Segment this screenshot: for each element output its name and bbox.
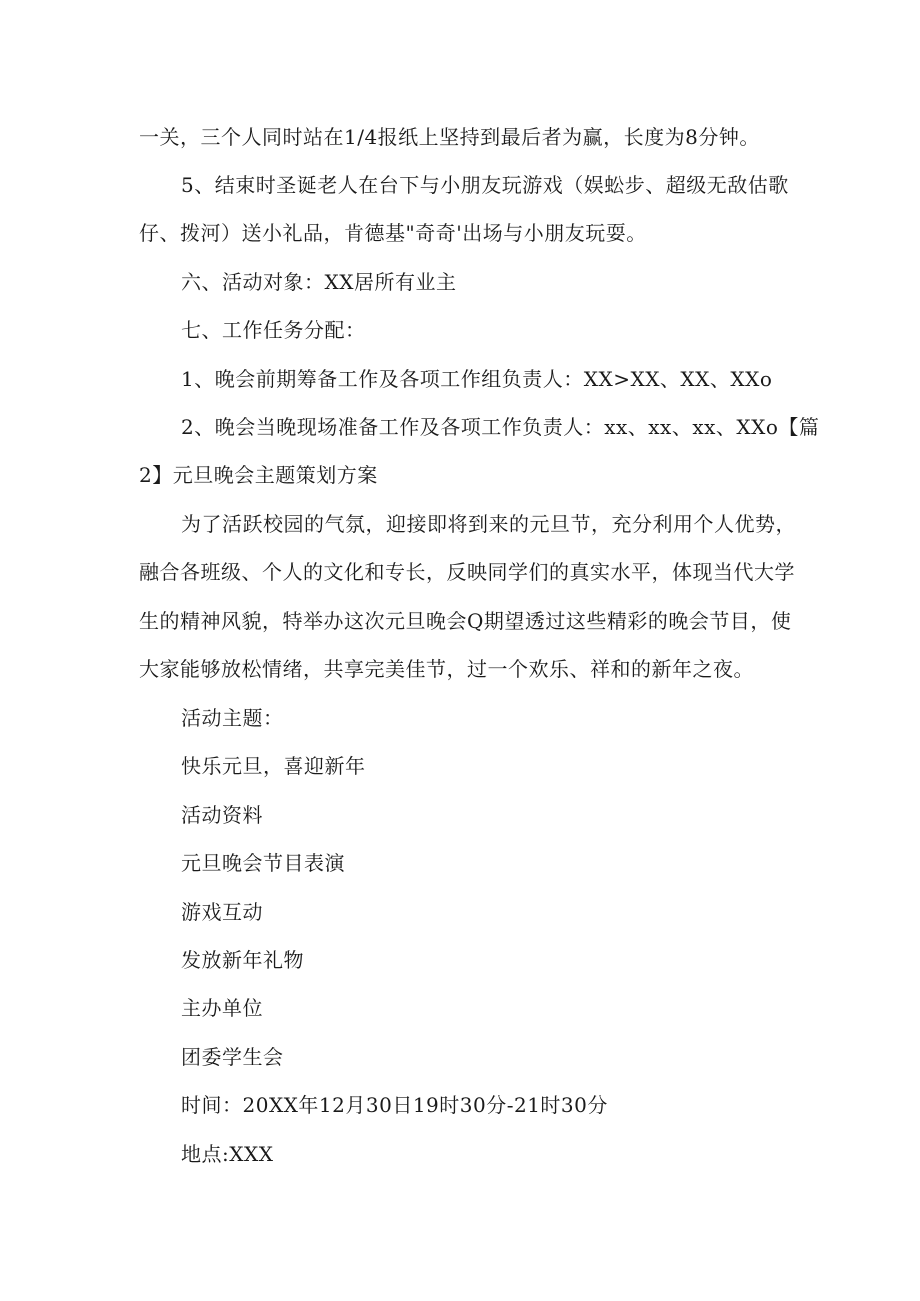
text-line-4: 六、活动对象：XX居所有业主 xyxy=(181,270,457,294)
text-line-7: 2、晚会当晚现场准备工作及各项工作负责人：xx、xx、xx、XXo【篇 xyxy=(181,415,820,439)
text-line-22: 地点:XXX xyxy=(181,1142,274,1166)
text-line-9: 为了活跃校园的气氛，迎接即将到来的元旦节，充分利用个人优势， xyxy=(181,512,796,536)
text-line-8: 2】元旦晚会主题策划方案 xyxy=(139,463,378,487)
text-line-15: 活动资料 xyxy=(181,803,263,827)
text-line-18: 发放新年礼物 xyxy=(181,948,304,972)
text-line-19: 主办单位 xyxy=(181,996,263,1020)
text-line-13: 活动主题： xyxy=(181,706,284,730)
text-line-12: 大家能够放松情绪，共享完美佳节，过一个欢乐、祥和的新年之夜。 xyxy=(139,657,754,681)
text-line-2: 5、结束时圣诞老人在台下与小朋友玩游戏（娱蚣步、超级无敌估歌 xyxy=(181,173,789,197)
text-line-11: 生的精神风貌，特举办这次元旦晚会Q期望透过这些精彩的晚会节目，使 xyxy=(139,609,792,633)
text-line-17: 游戏互动 xyxy=(181,900,263,924)
text-line-3: 仔、拨河）送小礼品，肯德基"奇奇'出场与小朋友玩耍。 xyxy=(139,221,647,245)
text-line-6: 1、晚会前期筹备工作及各项工作组负责人：XX>XX、XX、XXo xyxy=(181,367,773,391)
text-line-5: 七、工作任务分配： xyxy=(181,318,366,342)
text-line-21: 时间：20XX年12月30日19时30分-21时30分 xyxy=(181,1093,608,1117)
text-line-1: 一关，三个人同时站在1/4报纸上坚持到最后者为赢，长度为8分钟。 xyxy=(139,125,760,149)
text-line-14: 快乐元旦，喜迎新年 xyxy=(181,754,366,778)
text-line-16: 元旦晚会节目表演 xyxy=(181,851,345,875)
text-line-20: 团委学生会 xyxy=(181,1045,284,1069)
text-line-10: 融合各班级、个人的文化和专长，反映同学们的真实水平，体现当代大学 xyxy=(139,560,795,584)
